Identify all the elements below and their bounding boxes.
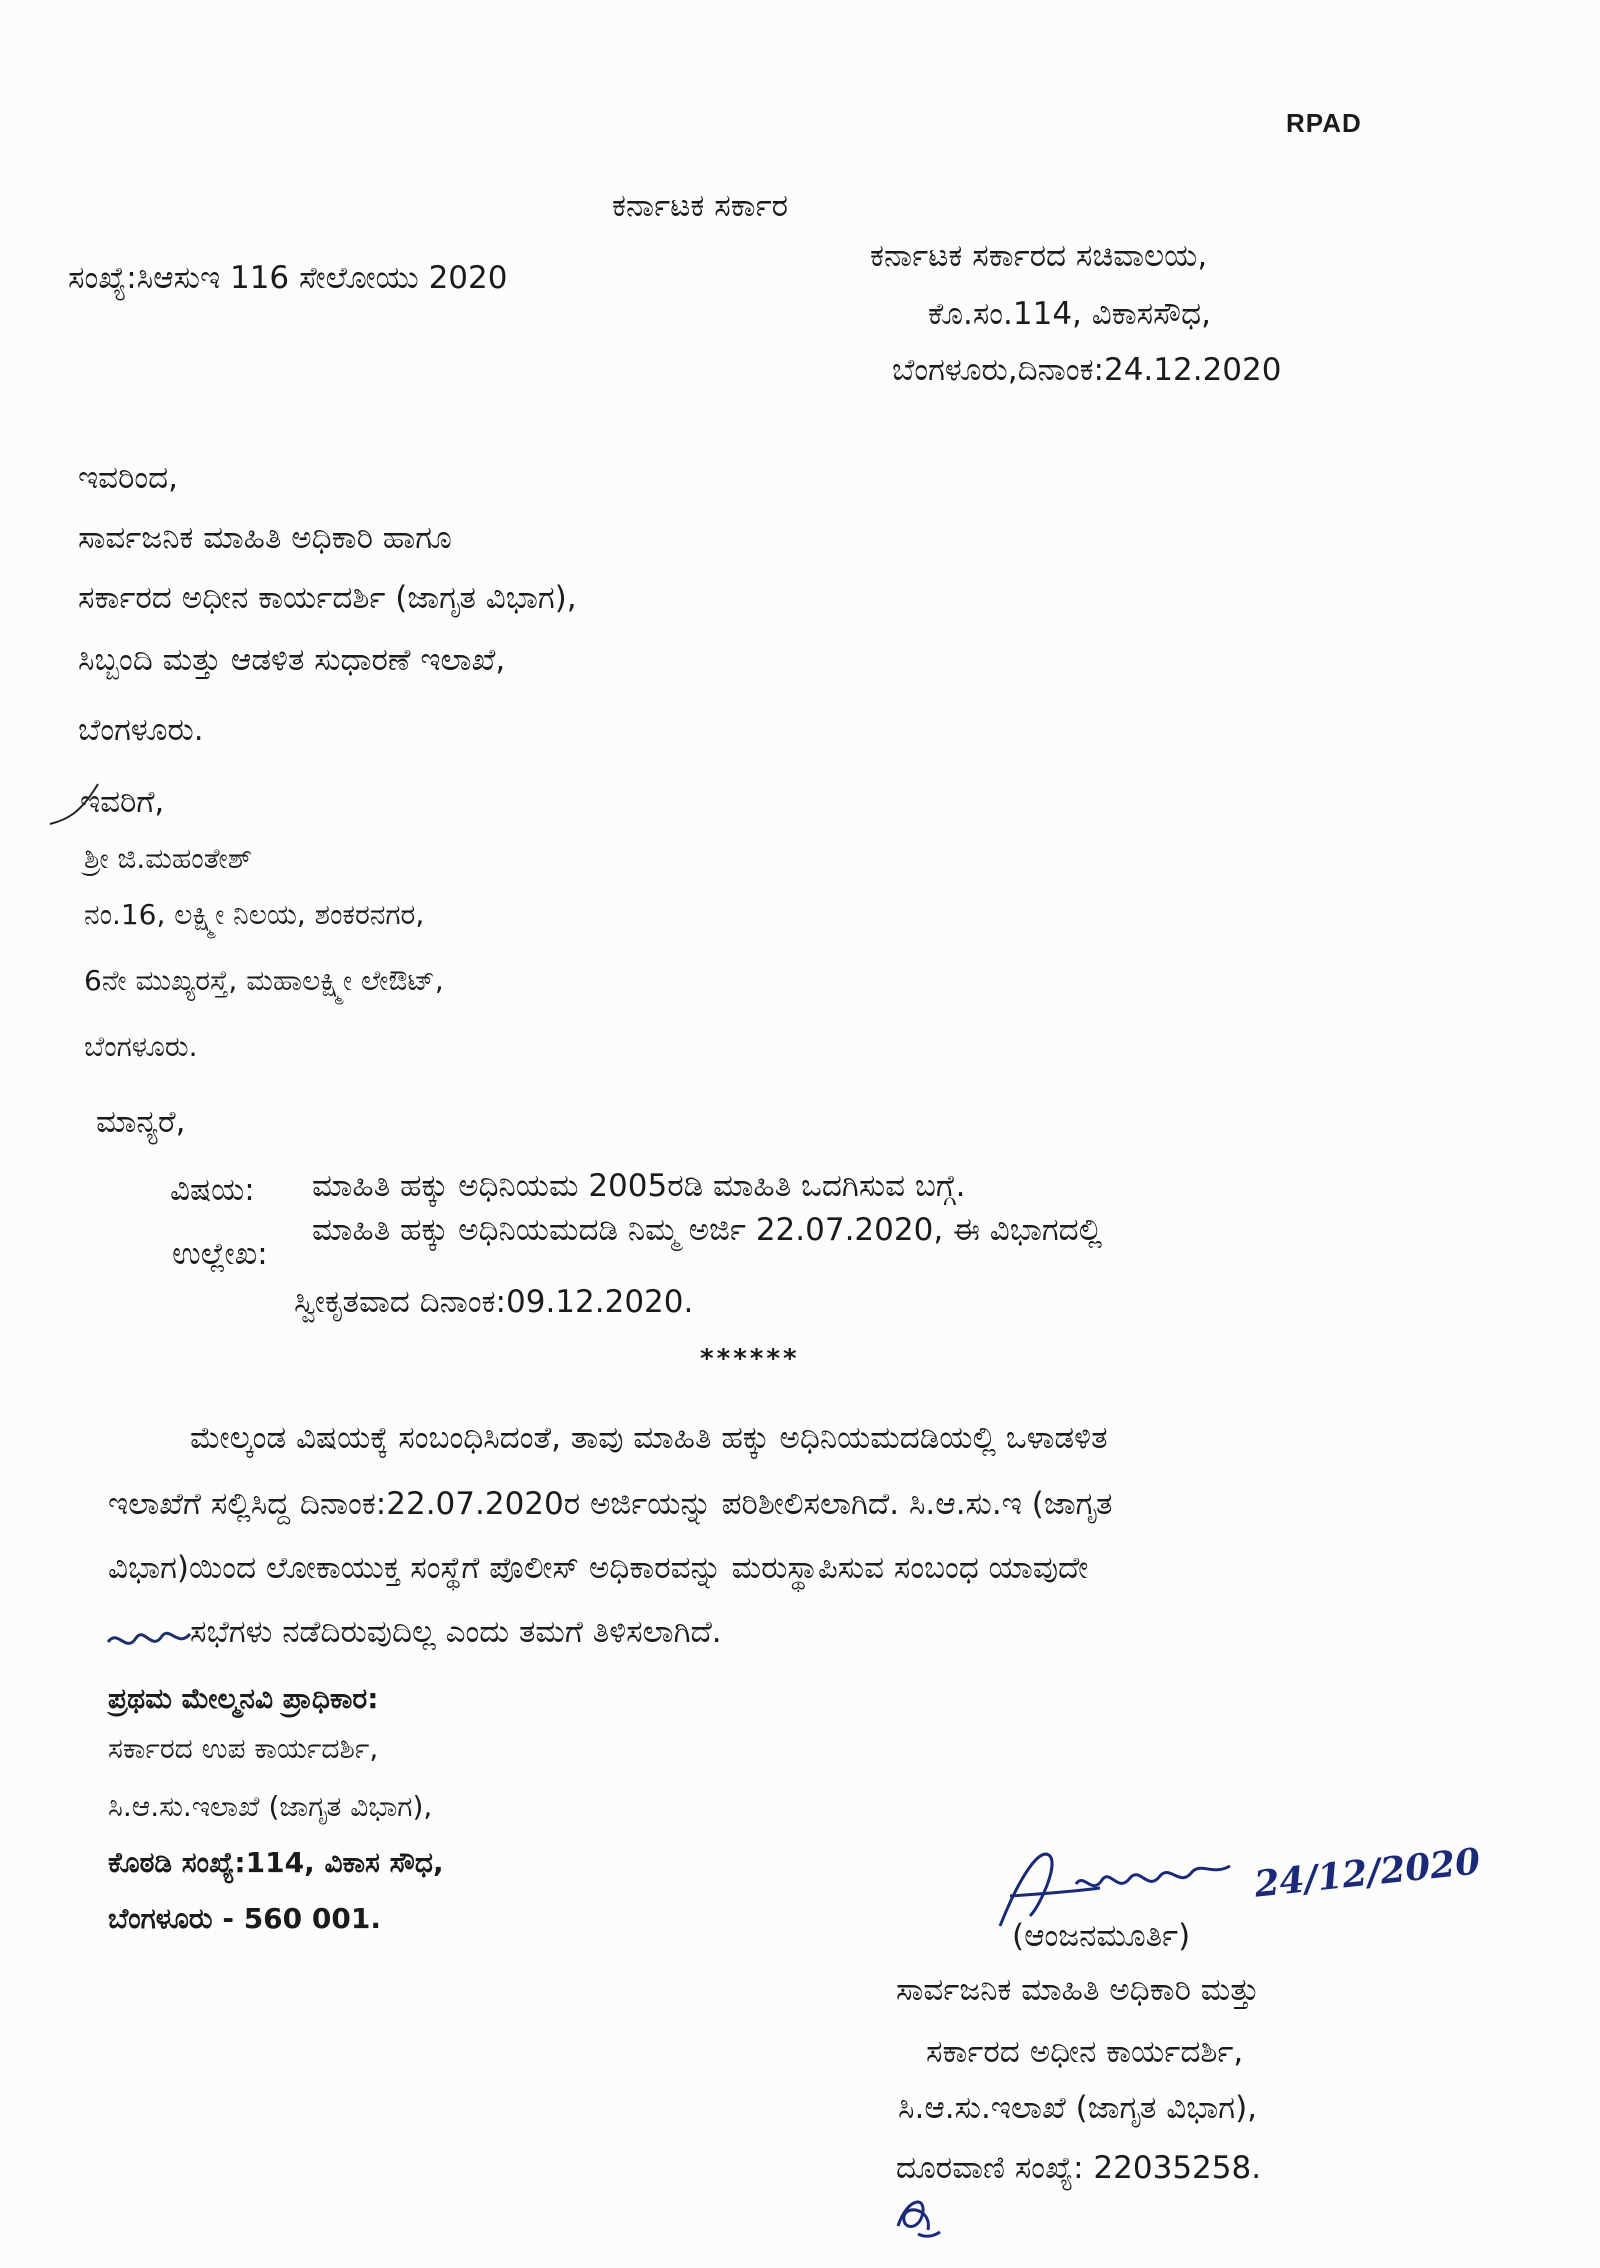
office-line-1: ಕರ್ನಾಟಕ ಸರ್ಕಾರದ ಸಚಿವಾಲಯ, [870, 238, 1208, 274]
appellate-line-4: ಕೊಠಡಿ ಸಂಖ್ಯೆ:114, ವಿಕಾಸ ಸೌಧ, [108, 1846, 444, 1879]
to-line-1: ಶ್ರೀ ಜಿ.ಮಹಂತೇಶ್ [84, 842, 253, 875]
to-line-4: ಬೆಂಗಳೂರು. [84, 1030, 198, 1063]
office-date-line: ಬೆಂಗಳೂರು,ದಿನಾಂಕ:24.12.2020 [892, 352, 1282, 388]
body-line-1: ಮೇಲ್ಕಂಡ ವಿಷಯಕ್ಕೆ ಸಂಬಂಧಿಸಿದಂತೆ, ತಾವು ಮಾಹಿತಿ ಹಕ್ಕು ಅಧಿನಿಯಮದಡಿಯಲ್ಲಿ ಒಳಾಡಳಿತ [190, 1420, 1108, 1456]
initials-scribble [888, 2186, 948, 2246]
appellate-line-3: ಸಿ.ಆ.ಸು.ಇಲಾಖೆ (ಜಾಗೃತ ವಿಭಾಗ), [108, 1790, 433, 1823]
reference-line-2: ಸ್ವೀಕೃತವಾದ ದಿನಾಂಕ:09.12.2020. [294, 1284, 694, 1320]
from-line-2: ಸರ್ಕಾರದ ಅಧೀನ ಕಾರ್ಯದರ್ಶಿ (ಜಾಗೃತ ವಿಭಾಗ), [78, 580, 577, 616]
handwritten-date: 24/12/2020 [1252, 1840, 1483, 1906]
appellate-line-5: ಬೆಂಗಳೂರು - 560 001. [108, 1902, 381, 1935]
reference-number: ಸಂಖ್ಯೆ:ಸಿಆಸುಇ 116 ಸೇಲೋಯು 2020 [68, 260, 508, 296]
signatory-line-3: ಸಿ.ಆ.ಸು.ಇಲಾಖೆ (ಜಾಗೃತ ವಿಭಾಗ), [898, 2090, 1258, 2126]
to-label: ಇವರಿಗೆ, [80, 784, 165, 820]
struck-out-word-scribble [104, 1620, 194, 1660]
appellate-line-2: ಸರ್ಕಾರದ ಉಪ ಕಾರ್ಯದರ್ಶಿ, [108, 1732, 379, 1765]
government-heading: ಕರ್ನಾಟಕ ಸರ್ಕಾರ [612, 188, 789, 224]
signatory-line-2: ಸರ್ಕಾರದ ಅಧೀನ ಕಾರ್ಯದರ್ಶಿ, [926, 2034, 1244, 2070]
from-label: ಇವರಿಂದ, [78, 460, 179, 496]
appellate-line-1: ಪ್ರಥಮ ಮೇಲ್ಮನವಿ ಪ್ರಾಧಿಕಾರ: [108, 1682, 379, 1715]
body-line-3: ವಿಭಾಗ)ಯಿಂದ ಲೋಕಾಯುಕ್ತ ಸಂಸ್ಥೆಗೆ ಪೊಲೀಸ್ ಅಧಿಕಾರವನ್ನು ಮರುಸ್ಥಾಪಿಸುವ ಸಂಬಂಧ ಯಾವುದೇ [108, 1550, 1089, 1586]
rpad-mark: RPAD [1286, 108, 1362, 138]
subject-text: ಮಾಹಿತಿ ಹಕ್ಕು ಅಧಿನಿಯಮ 2005ರಡಿ ಮಾಹಿತಿ ಒದಗಿಸುವ ಬಗ್ಗೆ. [312, 1168, 966, 1204]
body-line-4: ಸಭೆಗಳು ನಡೆದಿರುವುದಿಲ್ಲ ಎಂದು ತಮಗೆ ತಿಳಿಸಲಾಗಿದೆ. [190, 1614, 722, 1650]
body-line-2: ಇಲಾಖೆಗೆ ಸಲ್ಲಿಸಿದ್ದ ದಿನಾಂಕ:22.07.2020ರ ಅರ್ಜಿಯನ್ನು ಪರಿಶೀಲಿಸಲಾಗಿದೆ. ಸಿ.ಆ.ಸು.ಇ (ಜಾಗೃತ [108, 1486, 1113, 1522]
signatory-phone: ದೂರವಾಣಿ ಸಂಖ್ಯೆ: 22035258. [896, 2150, 1262, 2186]
from-line-3: ಸಿಬ್ಬಂದಿ ಮತ್ತು ಆಡಳಿತ ಸುಧಾರಣೆ ಇಲಾಖೆ, [78, 642, 506, 678]
office-line-2: ಕೊ.ಸಂ.114, ವಿಕಾಸಸೌಧ, [928, 296, 1211, 332]
separator: ****** [700, 1344, 800, 1374]
to-line-2: ನಂ.16, ಲಕ್ಷ್ಮೀ ನಿಲಯ, ಶಂಕರನಗರ, [84, 898, 425, 931]
subject-label: ವಿಷಯ: [170, 1172, 255, 1208]
salutation: ಮಾನ್ಯರೆ, [96, 1104, 186, 1140]
signatory-name: (ಆಂಜನಮೂರ್ತಿ) [1012, 1918, 1191, 1954]
from-line-4: ಬೆಂಗಳೂರು. [78, 712, 204, 748]
reference-line-1: ಮಾಹಿತಿ ಹಕ್ಕು ಅಧಿನಿಯಮದಡಿ ನಿಮ್ಮ ಅರ್ಜಿ 22.07.2020, ಈ ವಿಭಾಗದಲ್ಲಿ [312, 1212, 1103, 1248]
reference-label: ಉಲ್ಲೇಖ: [172, 1236, 268, 1272]
signatory-line-1: ಸಾರ್ವಜನಿಕ ಮಾಹಿತಿ ಅಧಿಕಾರಿ ಮತ್ತು [896, 1972, 1260, 2008]
from-line-1: ಸಾರ್ವಜನಿಕ ಮಾಹಿತಿ ಅಧಿಕಾರಿ ಹಾಗೂ [78, 520, 452, 556]
to-line-3: 6ನೇ ಮುಖ್ಯರಸ್ತೆ, ಮಹಾಲಕ್ಷ್ಮೀ ಲೇಔಟ್, [84, 964, 444, 997]
